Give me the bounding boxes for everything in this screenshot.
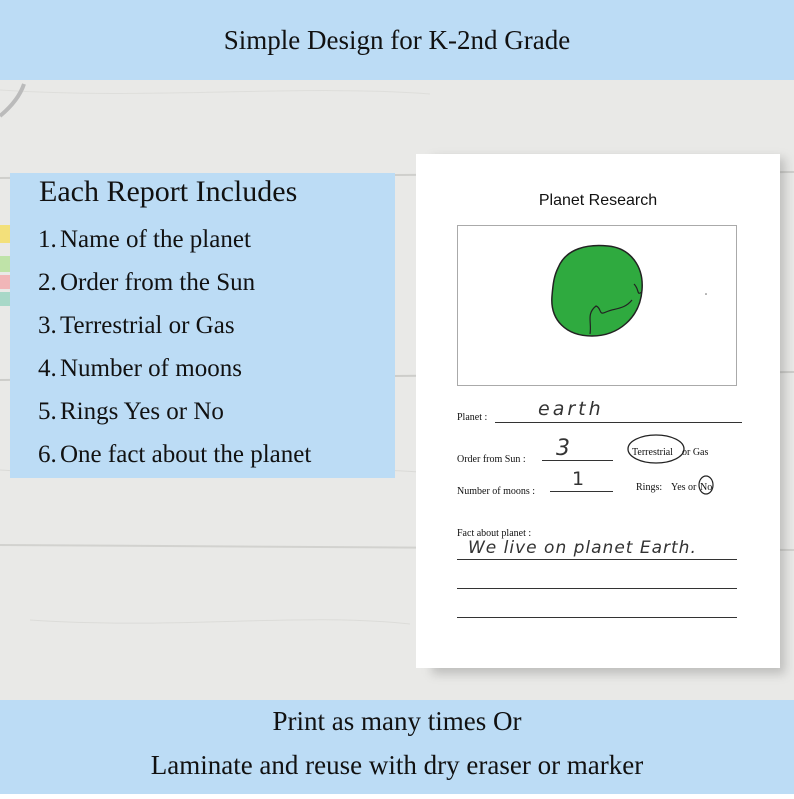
planet-line — [495, 422, 742, 423]
fact-line-1 — [457, 559, 737, 560]
list-item — [38, 311, 311, 354]
planet-drawing — [458, 226, 736, 385]
list-item-number: 1. — [38, 226, 57, 253]
worksheet-title: Planet Research — [538, 192, 658, 209]
green-chalk-icon — [0, 256, 10, 272]
list-item-number: 2. — [38, 269, 57, 296]
moons-line — [550, 491, 613, 492]
list-item-text: Rings Yes or No — [60, 398, 224, 425]
fact-line-2 — [457, 588, 737, 589]
report-includes-panel — [10, 173, 395, 478]
list-item — [38, 268, 311, 311]
rings-no-circle-icon — [696, 473, 716, 497]
list-item-number: 5. — [38, 398, 57, 425]
planet-value: earth — [538, 398, 604, 420]
bottom-banner — [0, 700, 794, 794]
list-item-text: Terrestrial or Gas — [60, 312, 235, 339]
fact-label: Fact about planet : — [457, 528, 532, 539]
worksheet — [416, 154, 780, 668]
includes-heading: Each Report Includes — [39, 175, 298, 208]
planet-label: Planet : — [457, 412, 488, 423]
list-item — [38, 354, 311, 397]
list-item — [38, 225, 311, 268]
bottom-banner-line-1: Print as many times Or — [272, 706, 522, 736]
type-terrestrial: Terrestrial — [632, 447, 673, 458]
list-item-number: 4. — [38, 355, 57, 382]
moons-label: Number of moons : — [457, 486, 536, 497]
order-line — [542, 460, 613, 461]
dot-icon — [705, 293, 707, 295]
order-value: 3 — [556, 436, 570, 461]
rings-yes: Yes or — [671, 482, 697, 493]
moons-value: 1 — [572, 468, 585, 490]
list-item-text: Name of the planet — [60, 226, 251, 253]
order-label: Order from Sun : — [457, 454, 526, 465]
list-item-text: One fact about the planet — [60, 441, 312, 468]
top-banner — [0, 0, 794, 80]
planet-drawing-box — [457, 225, 737, 386]
bottom-banner-line-2: Laminate and reuse with dry eraser or marker — [150, 750, 644, 780]
includes-list — [38, 225, 311, 483]
top-banner-text: Simple Design for K-2nd Grade — [223, 25, 571, 55]
fact-line-3 — [457, 617, 737, 618]
type-or-gas: or Gas — [682, 447, 709, 458]
list-item-text: Order from the Sun — [60, 269, 256, 296]
rings-label: Rings: — [636, 482, 663, 493]
list-item-text: Number of moons — [60, 355, 242, 382]
list-item-number: 6. — [38, 441, 57, 468]
list-item-number: 3. — [38, 312, 57, 339]
fact-value: We live on planet Earth. — [468, 538, 697, 558]
list-item — [38, 397, 311, 440]
planet-circle-icon — [552, 246, 642, 336]
rings-no: No — [700, 482, 713, 493]
list-item — [38, 440, 311, 483]
